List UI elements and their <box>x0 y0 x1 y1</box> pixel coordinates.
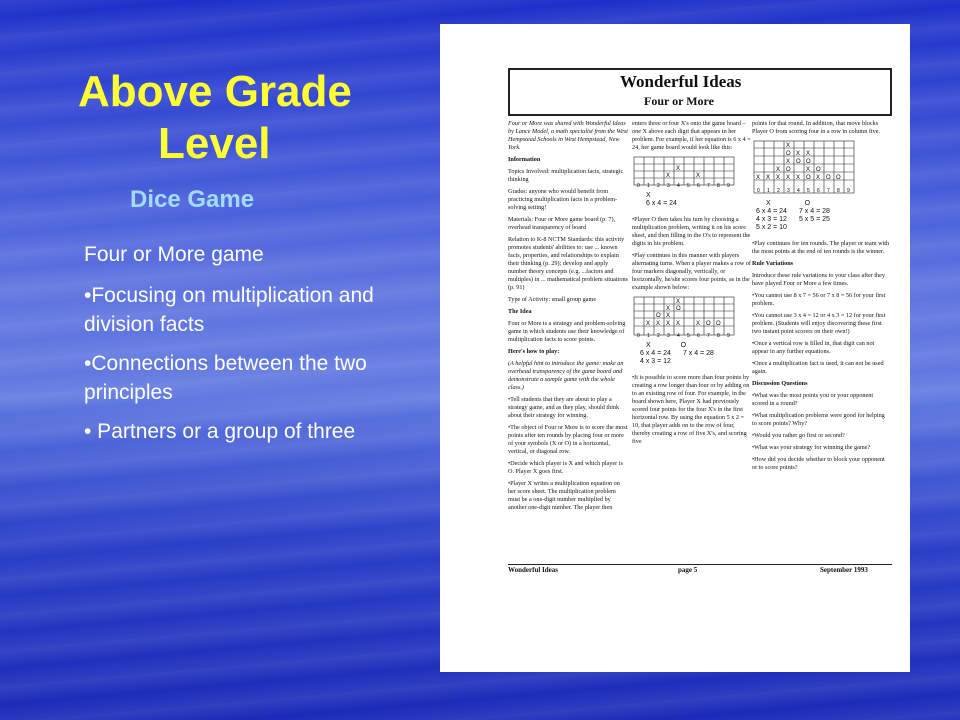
document-scan <box>440 24 910 672</box>
board-3-svg <box>752 140 872 200</box>
doc-title: Wonderful Ideas <box>620 72 742 91</box>
digit-label: 1 <box>767 188 770 194</box>
doc-heading: Discussion Questions <box>752 380 808 387</box>
svg-text:O: O <box>656 313 661 319</box>
doc-para: points for that round. In addition, that move blocks Player O from scoring four in a row in column five. <box>752 120 881 135</box>
svg-text:X: X <box>766 175 771 181</box>
digit-label: 2 <box>657 183 660 189</box>
doc-para: Topics Involved: multiplication facts, strategic thinking <box>508 168 624 183</box>
svg-text:X: X <box>676 321 681 327</box>
doc-heading: Information <box>508 156 541 163</box>
svg-text:X: X <box>786 159 791 165</box>
board-2-label-x: X <box>646 342 651 349</box>
bullet-list <box>84 240 384 456</box>
doc-para: •You cannot use 3 x 4 = 12 or 4 x 3 = 12 for your first problem. (Students will enjoy discovering these first two instant point scorers on their own!) <box>752 312 886 335</box>
doc-para: Four or More was shared with Wonderful Ideas by Lance Model, a math specialist from the West Hempstead Schools in West Hempstead, New York. <box>508 120 629 151</box>
svg-text:X: X <box>666 313 671 319</box>
digit-label: 6 <box>817 188 820 194</box>
digit-label: 7 <box>827 188 830 194</box>
svg-text:O: O <box>796 159 801 165</box>
doc-para: •Would you rather go first or second? <box>752 432 845 439</box>
doc-column-3 <box>752 120 890 476</box>
digit-label: 1 <box>647 333 650 339</box>
bullet-item: • Partners or a group of three <box>84 420 356 443</box>
board-2-label-o: O <box>680 342 687 349</box>
digit-label: 3 <box>667 333 670 339</box>
svg-text:X: X <box>776 167 781 173</box>
doc-para: •Tell students that they are about to play a strategy game, and as they play, should think about their strategy for winning. <box>508 396 620 419</box>
svg-text:X: X <box>786 175 791 181</box>
digit-labels <box>637 183 730 189</box>
doc-para: enters three or four X's onto the game board – one X above each digit that appears in her problem. For example, if her equation is 6 x 4 = 24, her game board would look like this: <box>632 120 751 151</box>
doc-para: •How did you decide whether to block your opponent or to score points? <box>752 456 885 471</box>
digit-label: 7 <box>707 183 710 189</box>
board-1-label: X <box>646 192 651 199</box>
board-3-label-x: X <box>766 200 771 207</box>
digit-label: 6 <box>697 183 700 189</box>
svg-text:O: O <box>706 321 711 327</box>
digit-label: 2 <box>777 188 780 194</box>
board-2-eq-x2: 4 x 3 = 12 <box>640 358 671 365</box>
svg-text:X: X <box>796 151 801 157</box>
title-line-2: Level <box>158 119 271 168</box>
digit-label: 2 <box>657 333 660 339</box>
board-3-eq-o: 7 x 4 = 28 <box>798 208 830 215</box>
svg-text:X: X <box>656 321 661 327</box>
doc-para: Grades: anyone who would benefit from practicing multiplication facts in a problem-solving setting! <box>508 188 618 211</box>
digit-label: 9 <box>847 188 850 194</box>
digit-label: 0 <box>757 188 760 194</box>
doc-para: Introduce these rule variations to your class after they have played Four or More a few times. <box>752 272 885 287</box>
digit-label: 5 <box>687 183 690 189</box>
digit-label: 9 <box>727 183 730 189</box>
digit-label: 4 <box>677 333 680 339</box>
digit-label: 3 <box>667 183 670 189</box>
slide-subtitle: Dice Game <box>130 186 255 213</box>
doc-column-1 <box>508 120 628 516</box>
svg-text:X: X <box>776 175 781 181</box>
doc-para: •The object of Four or More is to score the most points after ten rounds by placing four or more of your symbols (X or O) in a horizontal, vertical, or diagonal row. <box>508 424 628 455</box>
svg-text:O: O <box>716 321 721 327</box>
digit-label: 8 <box>837 188 840 194</box>
doc-para: •You cannot use 8 x 7 = 56 or 7 x 8 = 56 for your first problem. <box>752 292 886 307</box>
digit-label: 4 <box>677 183 680 189</box>
svg-text:X: X <box>816 175 821 181</box>
digit-label: 7 <box>707 333 710 339</box>
board-2-svg <box>632 296 748 342</box>
title-line-1: Above Grade <box>78 67 352 116</box>
board-2-eq-o: 7 x 4 = 28 <box>682 350 714 357</box>
svg-text:X: X <box>666 321 671 327</box>
footer-date: September 1993 <box>820 566 868 574</box>
digit-label: 4 <box>797 188 800 194</box>
game-board-2 <box>632 296 752 366</box>
digit-label: 8 <box>717 183 720 189</box>
svg-text:O: O <box>836 175 841 181</box>
digit-label: 8 <box>717 333 720 339</box>
doc-header <box>508 68 892 116</box>
doc-para: •Player X writes a multiplication equation on her score sheet. The multiplication problem must be a one-digit number multiplied by another one-digit number. The player then <box>508 480 620 511</box>
svg-text:O: O <box>676 306 681 312</box>
svg-text:O: O <box>786 167 791 173</box>
svg-text:X: X <box>756 175 761 181</box>
board-1-equation: 6 x 4 = 24 <box>646 200 677 207</box>
digit-labels <box>637 333 730 339</box>
svg-text:X: X <box>696 321 701 327</box>
svg-text:X: X <box>806 151 811 157</box>
footer-left: Wonderful Ideas <box>508 566 558 574</box>
doc-para: •Play continues for ten rounds. The player or team with the most points at the end of ten rounds is the winner. <box>752 240 890 255</box>
doc-para: Relation to K-8 NCTM Standards: this activity promotes students' abilities to: use ... known facts, properties, and relationships to explain their thinking (p. 29); develop and apply number theory concepts (e.g. ...factors and multiples) in ... mathematical problem situations (p. 91) <box>508 236 628 291</box>
board-mark: X <box>676 166 681 172</box>
digit-label: 0 <box>637 183 640 189</box>
doc-para: •Player O then takes his turn by choosing a multiplication problem, writing it on his score sheet, and then filling in the O's to represent the digits in his problem. <box>632 216 751 247</box>
digit-label: 6 <box>697 333 700 339</box>
board-3-label-o: O <box>804 200 811 207</box>
board-3-eq-x3: 5 x 2 = 10 <box>756 224 787 231</box>
digit-label: 0 <box>637 333 640 339</box>
doc-heading: Here's how to play: <box>508 348 560 355</box>
digit-label: 3 <box>787 188 790 194</box>
doc-para: •What was your strategy for winning the game? <box>752 444 871 451</box>
doc-heading: The Idea <box>508 308 532 315</box>
footer-rule <box>508 564 892 565</box>
svg-text:O: O <box>816 167 821 173</box>
svg-text:X: X <box>786 143 791 149</box>
digit-label: 1 <box>647 183 650 189</box>
game-board-1 <box>632 156 752 208</box>
digit-label: 9 <box>727 333 730 339</box>
board-3-eq-o2: 5 x 5 = 25 <box>798 216 830 223</box>
digit-label: 5 <box>807 188 810 194</box>
bullet-item: •Focusing on multiplication and division facts <box>84 284 374 336</box>
game-board-3 <box>752 140 890 232</box>
digit-label: 5 <box>687 333 690 339</box>
footer-page: page 5 <box>678 566 698 574</box>
doc-para: Four or More is a strategy and problem-solving game in which students use their knowledge of multiplication facts to score points. <box>508 320 626 343</box>
svg-text:O: O <box>806 175 811 181</box>
doc-column-2 <box>632 120 752 450</box>
doc-heading: Rule Variations <box>752 260 794 267</box>
board-3-eq-x: 6 x 4 = 24 <box>756 208 787 215</box>
board-3-eq-x2: 4 x 3 = 12 <box>756 216 787 223</box>
svg-text:O: O <box>786 151 791 157</box>
board-2-eq-x: 6 x 4 = 24 <box>640 350 671 357</box>
doc-para: •Decide which player is X and which player is O. Player X goes first. <box>508 460 623 475</box>
slide-title <box>78 66 378 170</box>
board-1-svg <box>632 156 748 192</box>
svg-text:O: O <box>806 159 811 165</box>
svg-text:O: O <box>826 175 831 181</box>
doc-para: Materials: Four or More game board (p. 7), overhead transparency of board <box>508 216 616 231</box>
svg-text:X: X <box>646 321 651 327</box>
svg-text:X: X <box>796 175 801 181</box>
doc-para: (A helpful hint to introduce the game: make an overhead transparency of the game board and demonstrate a sample game with the whole class.) <box>508 360 624 391</box>
bullet-item: •Connections between the two principles <box>84 352 367 404</box>
doc-para: •Play continues in this manner with players alternating turns. When a player makes a row of four markers diagonally, vertically, or horizontally, he/she scores four points, as in the example shown below: <box>632 252 751 291</box>
doc-para: Type of Activity: small group game <box>508 296 597 303</box>
doc-para: •What was the most points you or your opponent scored in a round? <box>752 392 874 407</box>
doc-para: •It is possible to score more than four points by creating a row longer than four or by adding on to an existing row of four. For example, in the board shown here, Player X had previously scored four points for the four X's in the first horizontal row. By using the equation 5 x 2 = 10, that player adds on to the row of four, thereby creating a row of five X's, and scoring five <box>632 374 750 445</box>
doc-subtitle: Four or More <box>644 94 714 108</box>
board-mark: X <box>696 173 701 179</box>
doc-para: •Once a vertical row is filled in, that digit can not appear in any further equations. <box>752 340 875 355</box>
doc-para: •What multiplication problems were good for helping to score points? Why? <box>752 412 885 427</box>
svg-text:X: X <box>676 299 681 305</box>
board-mark: X <box>666 173 671 179</box>
bullet-intro: Four or More game <box>84 243 264 266</box>
doc-para: •Once a multiplication fact is used, it can not be used again. <box>752 360 884 375</box>
svg-text:X: X <box>666 306 671 312</box>
svg-text:X: X <box>806 167 811 173</box>
